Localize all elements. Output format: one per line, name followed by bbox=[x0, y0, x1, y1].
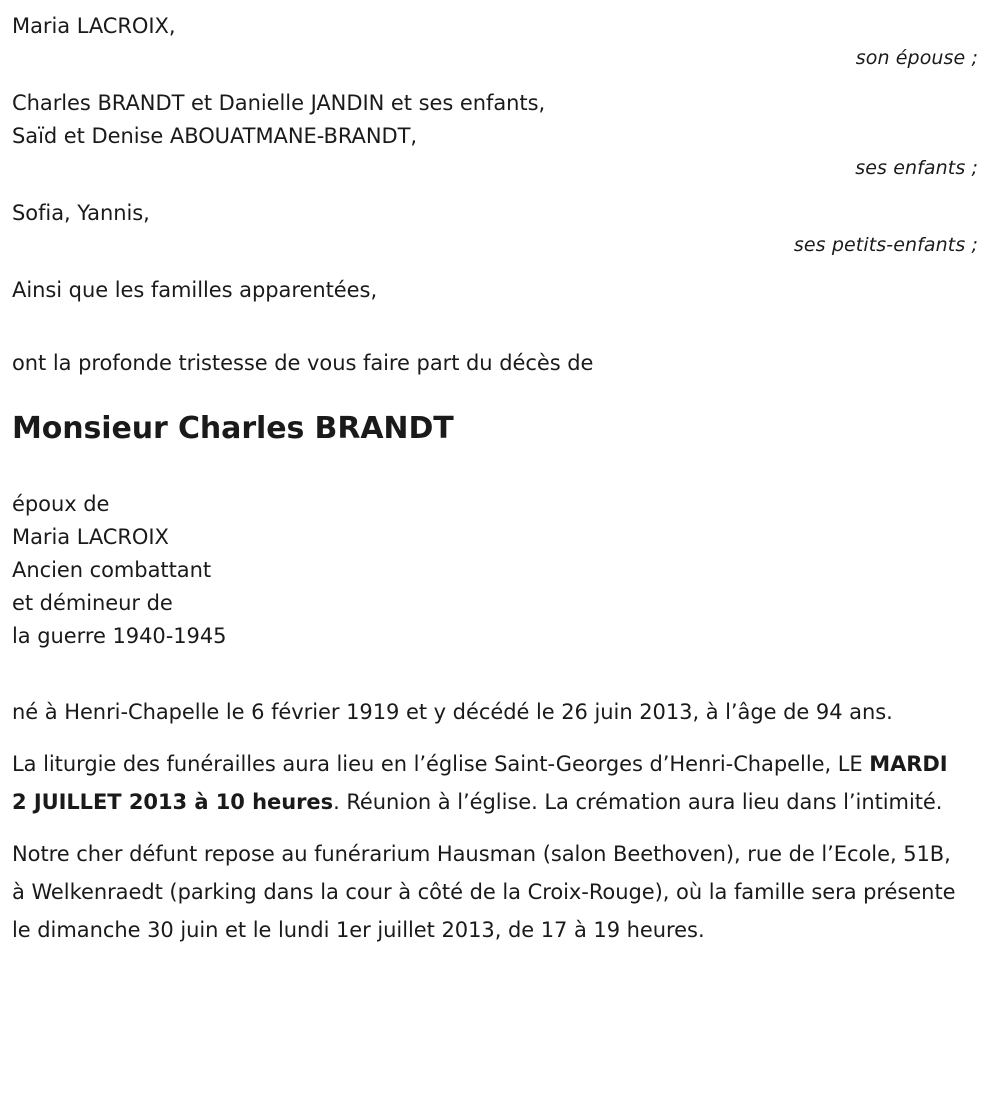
announcement-intro: ont la profonde tristesse de vous faire part du décès de bbox=[12, 351, 594, 375]
spacer bbox=[12, 653, 988, 693]
grandchildren-block bbox=[12, 197, 988, 260]
spouse-names: Maria LACROIX, bbox=[12, 14, 176, 38]
spacer bbox=[12, 731, 988, 745]
children-block bbox=[12, 87, 988, 183]
children-relation-label: ses enfants ; bbox=[855, 157, 978, 179]
wake-paragraph: Notre cher défunt repose au funérarium Hausman (salon Beethoven), rue de l’Ecole, 51B, à Welkenraedt (parking dans la cour à côté de la Croix-Rouge), où la famille sera présente le dimanche 30 juin et le lundi 1er juillet 2013, de 17 à 19 heures. bbox=[12, 842, 956, 942]
spouse-block bbox=[12, 0, 988, 73]
deceased-detail-line-3: Ancien combattant bbox=[12, 558, 212, 582]
grandchildren-relation-label: ses petits-enfants ; bbox=[793, 234, 978, 256]
grandchildren-names: Sofia, Yannis, bbox=[12, 201, 150, 225]
funeral-paragraph bbox=[12, 745, 956, 821]
deceased-name-heading: Monsieur Charles BRANDT bbox=[12, 411, 454, 446]
children-names-line-2: Saïd et Denise ABOUATMANE-BRANDT, bbox=[12, 124, 418, 148]
deceased-detail-line-5: la guerre 1940-1945 bbox=[12, 624, 227, 648]
spacer bbox=[12, 821, 988, 835]
spacer bbox=[12, 73, 988, 87]
funeral-text-before-datetime: La liturgie des funérailles aura lieu en l’église Saint-Georges d’Henri-Chapelle, LE bbox=[12, 752, 870, 776]
spacer bbox=[12, 448, 988, 488]
deceased-details-block bbox=[12, 488, 988, 653]
deceased-detail-line-4: et démineur de bbox=[12, 591, 173, 615]
extended-family-line: Ainsi que les familles apparentées, bbox=[12, 278, 378, 302]
spacer bbox=[12, 183, 988, 197]
spacer bbox=[12, 380, 988, 410]
deceased-detail-line-1: époux de bbox=[12, 492, 110, 516]
children-names-line-1: Charles BRANDT et Danielle JANDIN et ses enfants, bbox=[12, 91, 546, 115]
spouse-relation-label: son épouse ; bbox=[855, 47, 978, 69]
funeral-text-after-datetime: . Réunion à l’église. La crémation aura lieu dans l’intimité. bbox=[333, 790, 943, 814]
funeral-datetime: MARDI 2 JUILLET 2013 à 10 heures bbox=[12, 752, 948, 814]
spacer bbox=[12, 260, 988, 274]
deceased-detail-line-2: Maria LACROIX bbox=[12, 525, 169, 549]
spacer bbox=[12, 307, 988, 347]
birth-death-paragraph: né à Henri-Chapelle le 6 février 1919 et y décédé le 26 juin 2013, à l’âge de 94 ans. bbox=[12, 700, 893, 724]
